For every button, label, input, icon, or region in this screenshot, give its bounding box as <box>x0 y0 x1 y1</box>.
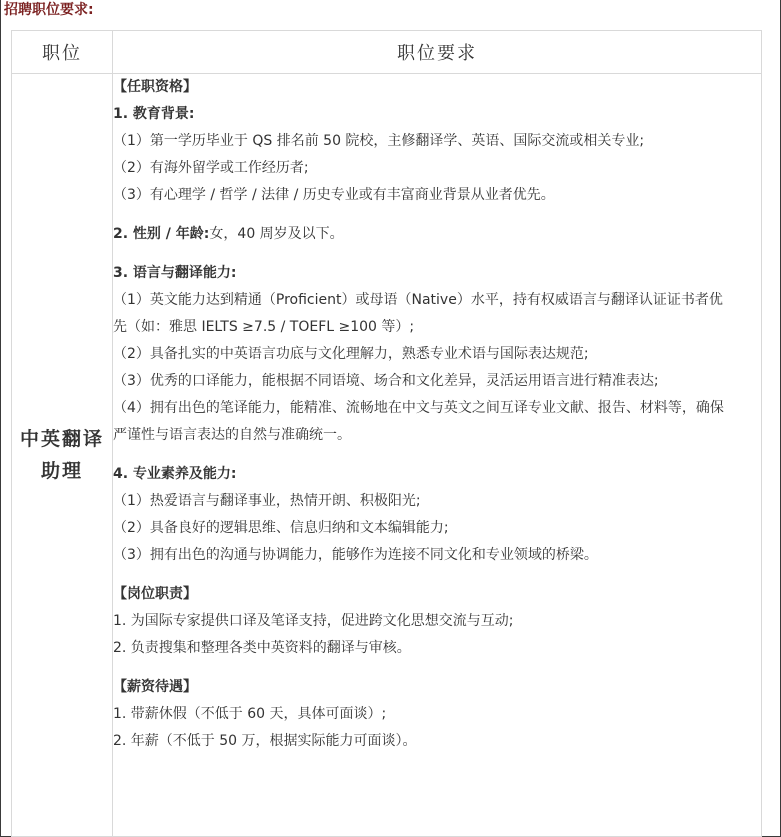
column-header-position: 职位 <box>12 31 113 74</box>
list-item: 1. 带薪休假（不低于 60 天，具体可面谈）; <box>113 706 387 722</box>
job-requirements-table <box>11 30 762 837</box>
list-item: 2. 负责搜集和整理各类中英资料的翻译与审核。 <box>113 640 411 656</box>
column-header-requirements: 职位要求 <box>113 31 762 74</box>
table-row <box>12 74 762 837</box>
list-item: （1）热爱语言与翻译事业，热情开朗、积极阳光; <box>113 493 421 509</box>
list-item: （3）有心理学 / 哲学 / 法律 / 历史专业或有丰富商业背景从业者优先。 <box>113 187 555 203</box>
gender-age-value: 女，40 周岁及以下。 <box>209 226 344 242</box>
list-item: （1）英文能力达到精通（Proficient）或母语（Native）水平，持有权威语言与翻译认证证书者优先（如：雅思 IELTS ≥7.5 / TOEFL ≥100 等）; <box>113 292 723 335</box>
list-item: 1. 为国际专家提供口译及笔译支持，促进跨文化思想交流与互动; <box>113 613 514 629</box>
duties-title: 【岗位职责】 <box>113 586 197 602</box>
list-item: （3）优秀的口译能力，能根据不同语境、场合和文化差异，灵活运用语言进行精准表达; <box>113 373 659 389</box>
position-title-line2: 助理 <box>40 460 83 482</box>
list-item: （2）有海外留学或工作经历者; <box>113 160 309 176</box>
table-header-row <box>12 31 762 74</box>
qualifications-title: 【任职资格】 <box>113 79 197 95</box>
gender-age-line <box>113 221 761 248</box>
gender-age-label: 2. 性别 / 年龄: <box>113 226 210 242</box>
list-item: （2）具备扎实的中英语言功底与文化理解力，熟悉专业术语与国际表达规范; <box>113 346 589 362</box>
education-title: 1. 教育背景: <box>113 106 195 122</box>
position-cell <box>12 74 113 837</box>
position-title-line1: 中英翻译 <box>19 428 104 450</box>
requirements-cell <box>113 74 762 837</box>
list-item: 2. 年薪（不低于 50 万，根据实际能力可面谈）。 <box>113 733 417 749</box>
list-item: （2）具备良好的逻辑思维、信息归纳和文本编辑能力; <box>113 520 449 536</box>
list-item: （3）拥有出色的沟通与协调能力，能够作为连接不同文化和专业领域的桥梁。 <box>113 547 598 563</box>
list-item: （4）拥有出色的笔译能力，能精准、流畅地在中文与英文之间互译专业文献、报告、材料等，确保严谨性与语言表达的自然与准确统一。 <box>113 400 724 443</box>
language-title: 3. 语言与翻译能力: <box>113 265 237 281</box>
list-item: （1）第一学历毕业于 QS 排名前 50 院校，主修翻译学、英语、国际交流或相关专业; <box>113 133 645 149</box>
professional-title: 4. 专业素养及能力: <box>113 466 237 482</box>
page-heading: 招聘职位要求: <box>4 2 94 18</box>
benefits-title: 【薪资待遇】 <box>113 679 197 695</box>
